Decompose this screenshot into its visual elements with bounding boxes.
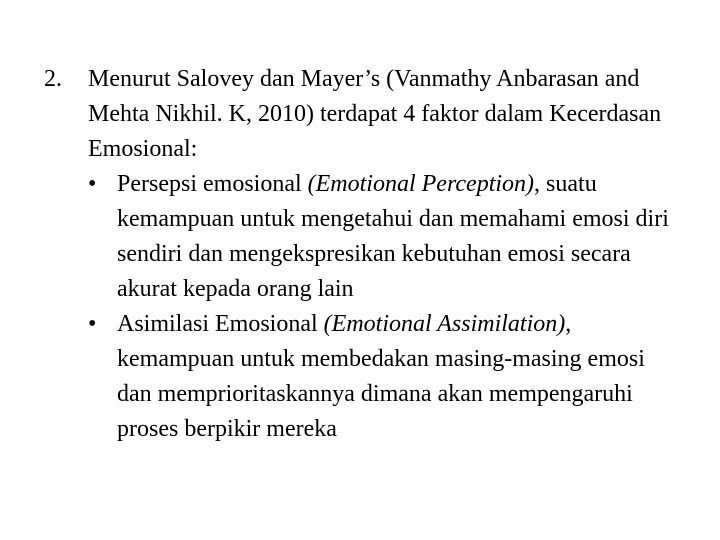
bullet-dot-icon: • bbox=[88, 311, 97, 337]
bullet-term-english: (Emotional Assimilation) bbox=[323, 311, 566, 337]
item-body bbox=[88, 62, 684, 447]
bullet-list bbox=[88, 167, 684, 447]
bullet-dot-icon: • bbox=[88, 171, 97, 197]
bullet-emotional-assimilation bbox=[88, 307, 684, 447]
numbered-item bbox=[44, 62, 684, 447]
bullet-description: , suatu kemampuan untuk mengetahui dan memahami emosi diri sendiri dan mengekspresikan kebutuhan emosi secara akurat kepada orang lain bbox=[117, 171, 669, 302]
bullet-term: Persepsi emosional bbox=[117, 171, 308, 197]
bullet-emotional-perception bbox=[88, 167, 684, 307]
bullet-term-english: (Emotional Perception) bbox=[307, 171, 535, 197]
item-number: 2. bbox=[44, 66, 62, 92]
bullet-description: , kemampuan untuk membedakan masing-masing emosi dan memprioritaskannya dimana akan mempengaruhi proses berpikir mereka bbox=[117, 311, 645, 442]
item-intro-text: Menurut Salovey dan Mayer’s (Vanmathy Anbarasan and Mehta Nikhil. K, 2010) terdapat 4 faktor dalam Kecerdasan Emosional: bbox=[88, 66, 662, 162]
bullet-term: Asimilasi Emosional bbox=[117, 311, 324, 337]
